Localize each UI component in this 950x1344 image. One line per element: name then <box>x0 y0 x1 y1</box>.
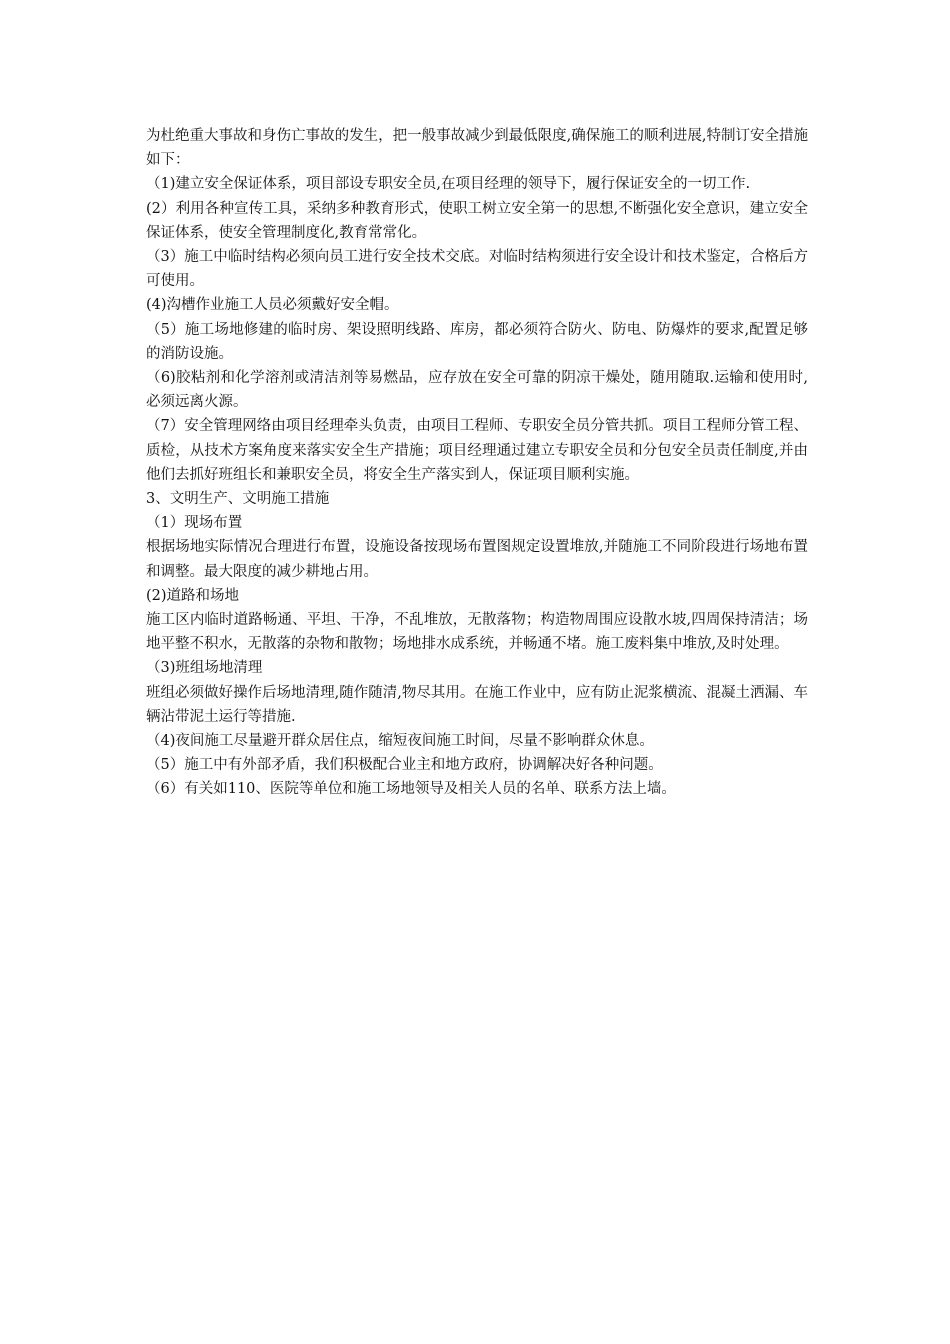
site-layout-paragraph: 根据场地实际情况合理进行布置，设施设备按现场布置图规定设置堆放,并随施工不同阶段进行场地布置和调整。最大限度的减少耕地占用。 <box>146 539 808 580</box>
safety-item-6: （6)胶粘剂和化学溶剂或清洁剂等易燃品，应存放在安全可靠的阴凉干燥处，随用随取.运输和使用时,必须远离火源。 <box>146 370 808 411</box>
team-cleanup-paragraph: 班组必须做好操作后场地清理,随作随清,物尽其用。在施工作业中，应有防止泥浆横流、混凝土洒漏、车辆沾带泥土运行等措施. <box>146 684 808 725</box>
safety-item-7: （7）安全管理网络由项目经理牵头负责，由项目工程师、专职安全员分管共抓。项目工程师分管工程、质检，从技术方案角度来落实安全生产措施；项目经理通过建立专职安全员和分包安全员责任制度,并由他们去抓好班组长和兼职安全员，将安全生产落实到人，保证项目顺利实施。 <box>146 418 808 483</box>
section-heading: 3、文明生产、文明施工措施 <box>146 491 330 508</box>
civil-item-5: （5）施工中有外部矛盾，我们积极配合业主和地方政府，协调解决好各种问题。 <box>146 757 663 774</box>
safety-item-2: (2）利用各种宣传工具，采纳多种教育形式，使职工树立安全第一的思想,不断强化安全意识，建立安全保证体系，使安全管理制度化,教育常常化。 <box>146 200 808 241</box>
safety-item-1: （1)建立安全保证体系，项目部设专职安全员,在项目经理的领导下，履行保证安全的一切工作. <box>146 176 751 193</box>
roads-paragraph: 施工区内临时道路畅通、平坦、干净，不乱堆放，无散落物；构造物周围应设散水坡,四周保持清洁；场地平整不积水，无散落的杂物和散物；场地排水成系统，并畅通不堵。施工废料集中堆放,及时处理。 <box>146 612 808 653</box>
document-body <box>146 124 808 802</box>
subheading-site-layout: （1）现场布置 <box>146 515 243 532</box>
safety-item-3: （3）施工中临时结构必须向员工进行安全技术交底。对临时结构须进行安全设计和技术鉴定，合格后方可使用。 <box>146 249 808 290</box>
civil-item-6: （6）有关如110、医院等单位和施工场地领导及相关人员的名单、联系方法上墙。 <box>146 781 676 798</box>
subheading-team-cleanup: （3)班组场地清理 <box>146 660 263 677</box>
safety-item-5: （5）施工场地修建的临时房、架设照明线路、库房，都必须符合防火、防电、防爆炸的要求,配置足够的消防设施。 <box>146 321 808 362</box>
subheading-roads: (2)道路和场地 <box>146 587 240 604</box>
civil-item-4: （4)夜间施工尽量避开群众居住点，缩短夜间施工时间，尽量不影响群众休息。 <box>146 733 654 750</box>
intro-paragraph: 为杜绝重大事故和身伤亡事故的发生，把一般事故减少到最低限度,确保施工的顺利进展,特制订安全措施如下： <box>146 128 808 169</box>
safety-item-4: (4)沟槽作业施工人员必须戴好安全帽。 <box>146 297 399 314</box>
